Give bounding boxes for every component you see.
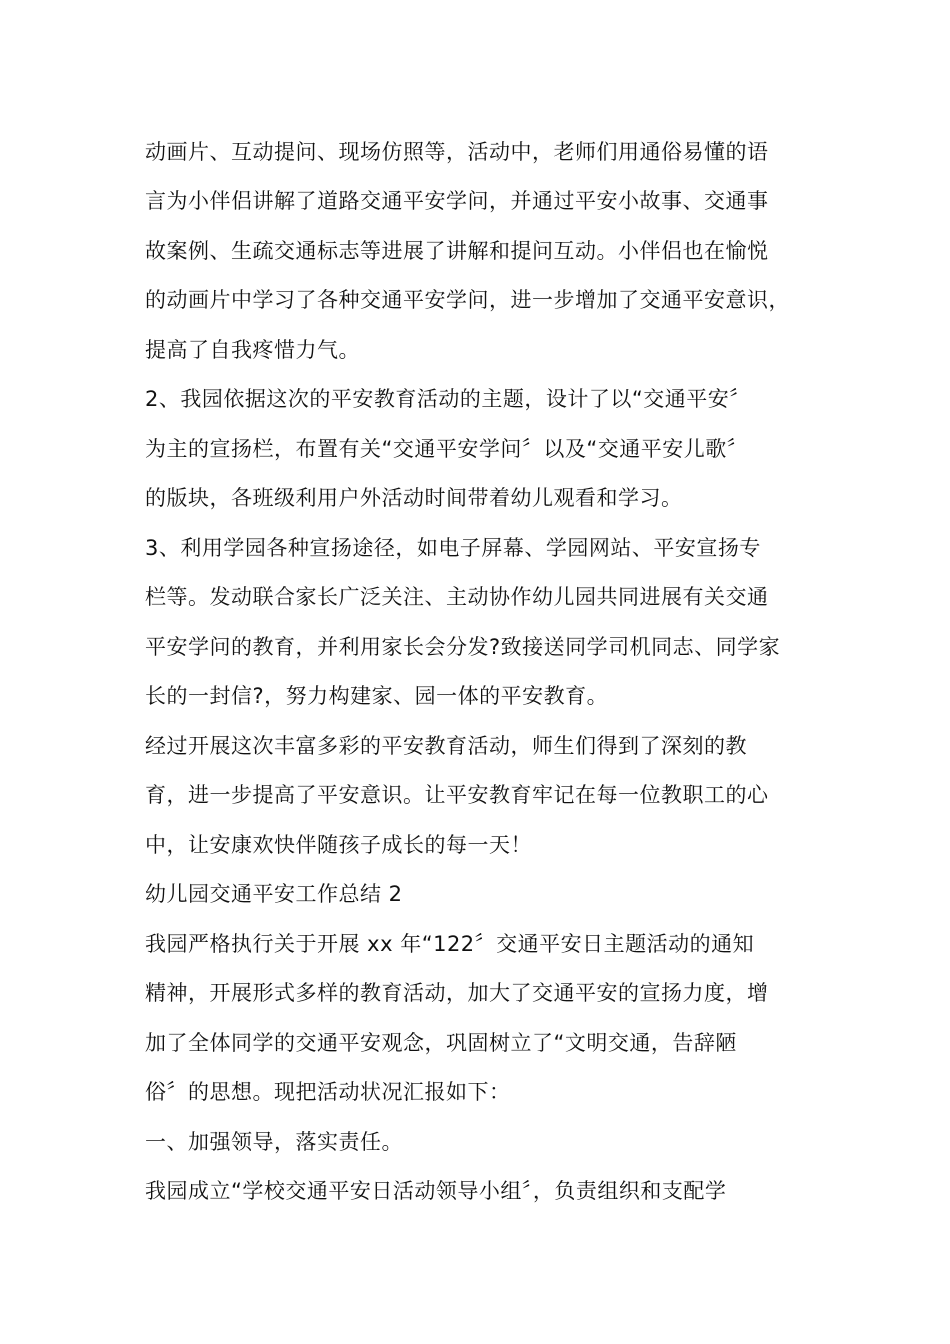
body-text-line: 我园成立“学校交通平安日活动领导小组〞，负责组织和支配学 <box>145 1179 727 1203</box>
body-text-line: 故案例、生疏交通标志等进展了讲解和提问互动。小伴侣也在愉悦 <box>145 239 769 263</box>
body-text-line: 加了全体同学的交通平安观念，巩固树立了“文明交通，告辞陋 <box>145 1031 737 1055</box>
body-text-line: 的版块，各班级利用户外活动时间带着幼儿观看和学习。 <box>145 486 683 510</box>
body-text-line: 精神，开展形式多样的教育活动，加大了交通平安的宣扬力度，增 <box>145 981 769 1005</box>
body-text-line: 长的一封信?，努力构建家、园一体的平安教育。 <box>145 684 609 708</box>
body-text-line: 动画片、互动提问、现场仿照等，活动中，老师们用通俗易懂的语 <box>145 140 769 164</box>
body-text-line: 育，进一步提高了平安意识。让平安教育牢记在每一位教职工的心 <box>145 783 769 807</box>
body-text-line: 提高了自我疼惜力气。 <box>145 338 360 362</box>
body-text-line: 言为小伴侣讲解了道路交通平安学问，并通过平安小故事、交通事 <box>145 189 769 213</box>
body-text-line: 为主的宣扬栏，布置有关“交通平安学问〞以及“交通平安儿歌〞 <box>145 437 749 461</box>
body-text-line: 俗〞的思想。现把活动状况汇报如下： <box>145 1080 511 1104</box>
body-text-line: 平安学问的教育，并利用家长会分发?致接送同学司机同志、同学家 <box>145 635 781 659</box>
body-text-line: 中，让安康欢快伴随孩子成长的每一天！ <box>145 833 532 857</box>
body-text-line: 栏等。发动联合家长广泛关注、主动协作幼儿园共同进展有关交通 <box>145 585 769 609</box>
paragraph-2-start: 2、我园依据这次的平安教育活动的主题，设计了以“交通平安〞 <box>145 387 751 411</box>
paragraph-summary-start: 经过开展这次丰富多彩的平安教育活动，师生们得到了深刻的教 <box>145 734 747 758</box>
paragraph-3-start: 3、利用学园各种宣扬途径，如电子屏幕、学园网站、平安宣扬专 <box>145 536 761 560</box>
section-heading: 幼儿园交通平安工作总结 2 <box>145 882 403 906</box>
body-text-line: 的动画片中学习了各种交通平安学问，进一步增加了交通平安意识， <box>145 288 790 312</box>
paragraph-intro-start: 我园严格执行关于开展 xx 年“122〞交通平安日主题活动的通知 <box>145 932 755 956</box>
subsection-heading: 一、加强领导，落实责任。 <box>145 1130 403 1154</box>
